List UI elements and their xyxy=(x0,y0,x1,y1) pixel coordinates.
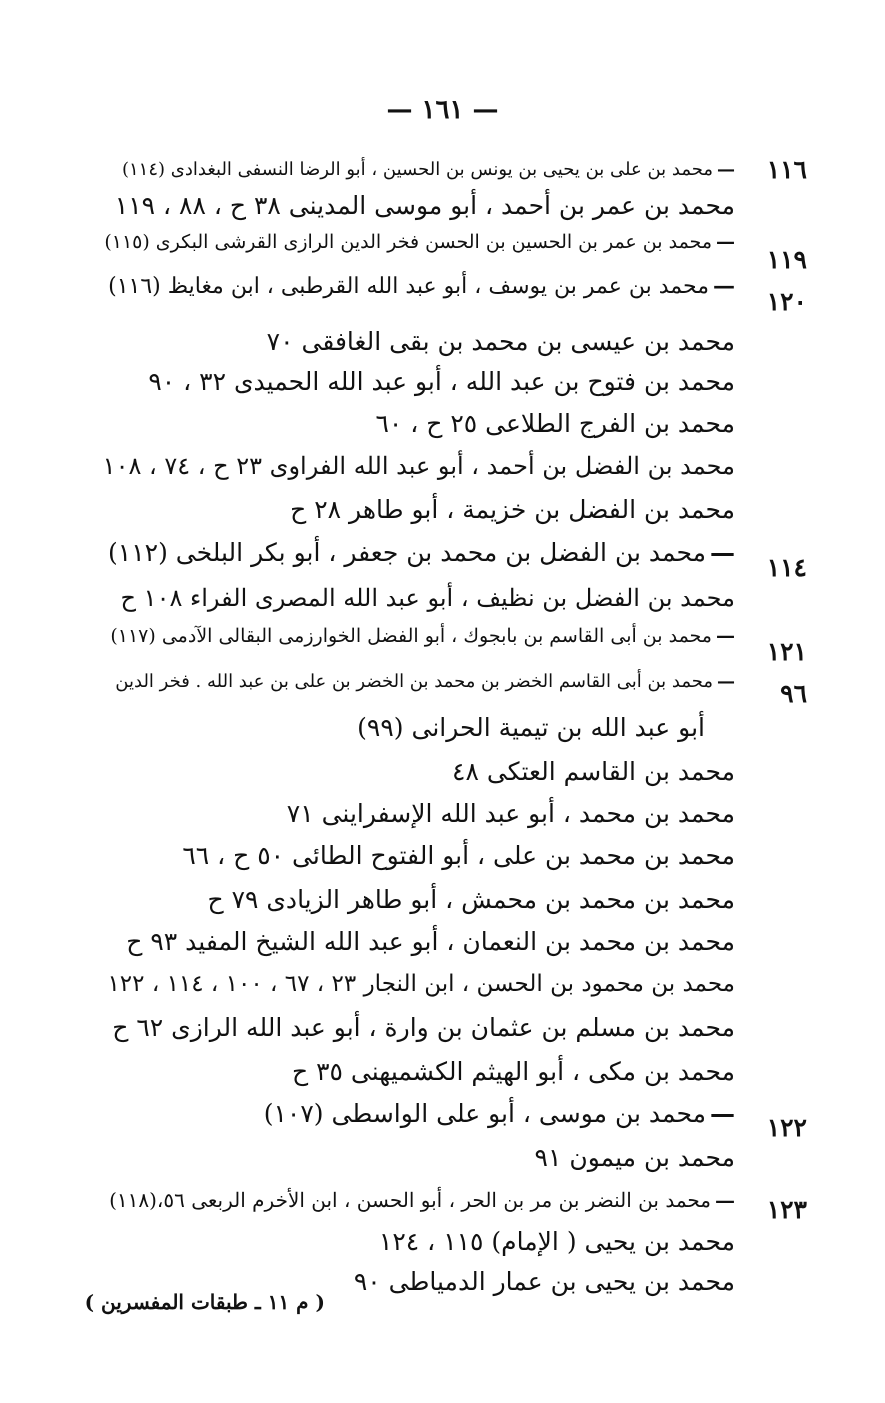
entry-line xyxy=(267,322,735,362)
entry-text: محمد بن القاسم العتكى ٤٨ xyxy=(452,757,735,786)
entry-line xyxy=(535,1138,735,1178)
entry-number: ١١٦ xyxy=(766,155,807,184)
entry-line xyxy=(108,266,735,306)
entry-line xyxy=(108,533,735,573)
entry-text: محمد بن الفرج الطلاعى ٢٥ ح ، ٦٠ xyxy=(375,409,735,438)
entry-dash: — xyxy=(716,231,735,253)
entry-line xyxy=(290,490,735,530)
entry-text: محمد بن عمر بن أحمد ، أبو موسى المدينى ٣٨ ح ، ٨٨ ، ١١٩ xyxy=(114,191,735,220)
entry-dash: — xyxy=(710,538,735,567)
entry-text: محمد بن أبى القاسم بن بابجوك ، أبو الفضل الخوارزمى البقالى الآدمى (١١٧) xyxy=(110,625,712,647)
entry-text: محمد بن الفضل بن محمد بن جعفر ، أبو بكر البلخى (١١٢) xyxy=(108,538,706,567)
entry-text: محمد بن ميمون ٩١ xyxy=(534,1143,735,1172)
entry-line xyxy=(121,578,735,618)
entry-text: محمد بن عمر بن يوسف ، أبو عبد الله القرطبى ، ابن مغايظ (١١٦) xyxy=(108,274,709,299)
entry-line xyxy=(115,662,735,702)
entry-text: محمد بن يحيى ( الإمام) ١١٥ ، ١٢٤ xyxy=(378,1227,735,1256)
entry-text: محمد بن الفضل بن أحمد ، أبو عبد الله الفراوى ٢٣ ح ، ٧٤ ، ١٠٨ xyxy=(102,452,735,480)
entry-number: ١٢٣ xyxy=(766,1195,807,1224)
entry-number: ١٢١ xyxy=(766,637,807,666)
entry-text: محمد بن محمود بن الحسن ، ابن النجار ٢٣ ، ٦٧ ، ١٠٠ ، ١١٤ ، ١٢٢ xyxy=(107,971,735,997)
entry-line xyxy=(375,404,735,444)
entry-line xyxy=(112,1008,735,1048)
page-number: — ١٦١ — xyxy=(386,95,499,125)
entry-number: ١٢٢ xyxy=(766,1113,807,1142)
entry-line xyxy=(357,708,705,748)
entry-dash: — xyxy=(717,671,735,692)
entry-text: محمد بن النضر بن مر بن الحر ، أبو الحسن ، ابن الأخرم الربعى ٥٦،(١١٨) xyxy=(109,1188,711,1212)
entry-number: ٩٦ xyxy=(780,679,807,708)
footer-signature: ( م ١١ ـ طبقات المفسرين ) xyxy=(84,1290,325,1314)
entry-text: محمد بن عمر بن الحسين بن الحسن فخر الدين الرازى القرشى البكرى (١١٥) xyxy=(104,231,712,253)
entry-line xyxy=(110,616,735,656)
entry-line xyxy=(115,186,735,226)
entry-text: محمد بن على بن يحيى بن يونس بن الحسين ، أبو الرضا النسفى البغدادى (١١٤) xyxy=(121,159,713,180)
entry-text: أبو عبد الله بن تيمية الحرانى (٩٩) xyxy=(357,713,705,742)
entry-line xyxy=(104,222,735,262)
entry-text: محمد بن محمد ، أبو عبد الله الإسفراينى ٧١ xyxy=(286,799,735,828)
entry-line xyxy=(207,880,735,920)
entry-line xyxy=(126,922,735,962)
entry-text: محمد بن الفضل بن نظيف ، أبو عبد الله المصرى الفراء ١٠٨ ح xyxy=(120,584,735,612)
entry-line xyxy=(148,362,735,402)
entry-text: محمد بن يحيى بن عمار الدمياطى ٩٠ xyxy=(353,1267,735,1296)
entry-dash: — xyxy=(715,1188,735,1212)
entry-text: محمد بن محمد بن النعمان ، أبو عبد الله الشيخ المفيد ٩٣ ح xyxy=(126,927,735,956)
entry-number: ١١٤ xyxy=(766,553,807,582)
entry-line xyxy=(109,1180,735,1220)
entry-text: محمد بن موسى ، أبو على الواسطى (١٠٧) xyxy=(263,1099,706,1128)
entry-number: ١١٩ xyxy=(766,245,807,274)
entry-line xyxy=(103,446,735,486)
entry-line xyxy=(107,964,735,1004)
entry-dash: — xyxy=(717,159,735,180)
entry-line xyxy=(182,836,735,876)
entry-dash: — xyxy=(710,1099,735,1128)
entry-line xyxy=(379,1222,735,1262)
entry-text: محمد بن محمد بن محمش ، أبو طاهر الزيادى ٧٩ ح xyxy=(207,885,735,914)
entry-text: محمد بن مكى ، أبو الهيثم الكشميهنى ٣٥ ح xyxy=(292,1057,735,1086)
entry-dash: — xyxy=(713,273,735,299)
entry-line xyxy=(452,752,735,792)
entry-line xyxy=(287,794,735,834)
entry-line xyxy=(292,1052,735,1092)
entry-text: محمد بن أبى القاسم الخضر بن محمد بن الخضر بن على بن عبد الله . فخر الدين xyxy=(115,671,713,692)
entry-text: محمد بن عيسى بن محمد بن بقى الغافقى ٧٠ xyxy=(266,327,735,356)
entry-line xyxy=(122,150,735,190)
entry-number: ١٢٠ xyxy=(766,287,807,316)
entry-text: محمد بن مسلم بن عثمان بن وارة ، أبو عبد الله الرازى ٦٢ ح xyxy=(112,1013,735,1042)
entry-text: محمد بن الفضل بن خزيمة ، أبو طاهر ٢٨ ح xyxy=(290,495,735,524)
entry-line xyxy=(354,1262,735,1302)
entry-text: محمد بن فتوح بن عبد الله ، أبو عبد الله الحميدى ٣٢ ، ٩٠ xyxy=(148,367,735,396)
entry-line xyxy=(264,1094,735,1134)
entry-text: محمد بن محمد بن على ، أبو الفتوح الطائى ٥٠ ح ، ٦٦ xyxy=(182,841,735,870)
entry-dash: — xyxy=(716,625,735,647)
